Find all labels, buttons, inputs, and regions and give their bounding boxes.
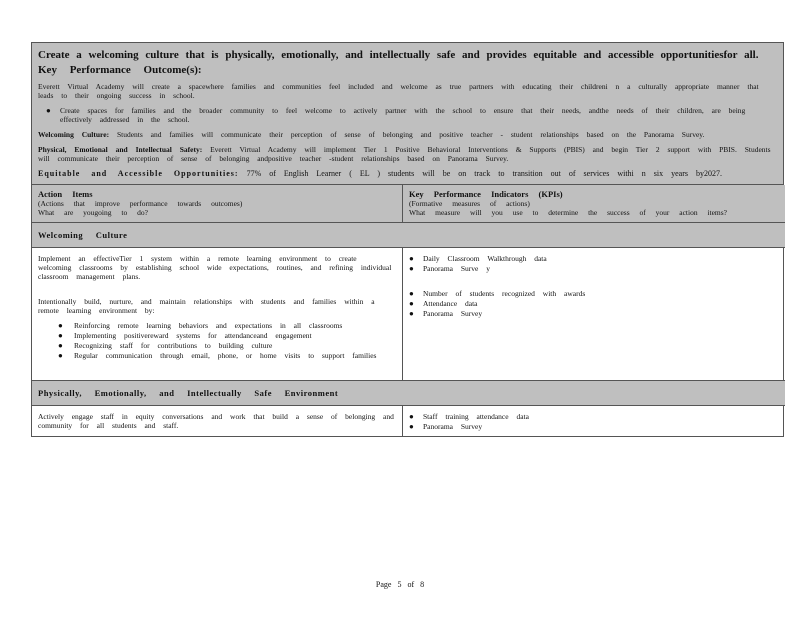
kpi-item xyxy=(409,289,779,298)
action-items-sub2: What are yougoing to do? xyxy=(38,208,148,217)
kpi-block xyxy=(409,289,779,318)
kpo-label: Key Performance Outcome(s): xyxy=(38,64,202,76)
section-actions-safe-environment xyxy=(32,406,403,436)
goal-title: Create a welcoming culture that is physically, emotionally, and intellectually safe and provides equitable and accessible opportunitiesfor all. xyxy=(38,49,759,61)
kpi-sub1: (Formative measures of actions) xyxy=(409,199,530,208)
welcoming-outcome xyxy=(38,130,777,139)
bullet-dot-icon: ● xyxy=(46,106,51,115)
kpi-item xyxy=(409,264,779,273)
kpi-list xyxy=(409,254,779,273)
equitable-label: Equitable and Accessible Opportunities: xyxy=(38,169,239,178)
action-bullet-list xyxy=(58,321,396,360)
section-title-welcoming: Welcoming Culture xyxy=(32,223,785,248)
list-item xyxy=(58,331,396,340)
kpi-list xyxy=(409,412,779,431)
action-text: Implement an effectiveTier 1 system within a remote learning environment to create welcoming classrooms by establishing school wide expectations, routines, and refining individual classroom management plans. xyxy=(38,254,392,281)
kpi-item xyxy=(409,309,779,318)
bullet-dot-icon: ● xyxy=(58,331,63,340)
kpi-title: Key Performance Indicators (KPIs) xyxy=(409,189,563,199)
kpi-item-text: Panorama Survey xyxy=(423,422,483,431)
bullet-dot-icon: ● xyxy=(409,422,414,431)
bullet-dot-icon: ● xyxy=(58,341,63,350)
bullet-dot-icon: ● xyxy=(409,289,414,298)
kpi-item xyxy=(409,422,779,431)
kpi-item xyxy=(409,254,779,263)
action-text: Actively engage staff in equity conversations and work that build a sense of belonging and community for all students and staff. xyxy=(38,412,394,430)
bullet-dot-icon: ● xyxy=(409,412,414,421)
equitable-outcome xyxy=(38,169,777,179)
section-title-safe-environment: Physically, Emotionally, and Intellectually Safe Environment xyxy=(32,380,785,406)
kpi-item xyxy=(409,412,779,421)
goal-box xyxy=(31,42,784,184)
physical-label: Physical, Emotional and Intellectual Safety: xyxy=(38,145,203,154)
bullet-dot-icon: ● xyxy=(58,321,63,330)
kpi-item-text: Number of students recognized with awards xyxy=(423,289,586,298)
bullet-dot-icon: ● xyxy=(409,254,414,263)
action-items-header xyxy=(32,185,403,223)
action-items-sub1: (Actions that improve performance towards outcomes) xyxy=(38,199,243,208)
physical-outcome xyxy=(38,145,777,163)
list-item-text: Implementing positivereward systems for attendanceand engagement xyxy=(74,331,312,340)
section-kpis-safe-environment xyxy=(403,406,785,436)
equitable-text: 77% of English Learner ( EL ) students will be on track to transition out of services withi n six years by2027. xyxy=(246,169,722,178)
kpi-header xyxy=(403,185,785,223)
physical-text: Everett Virtual Academy will implement Tier 1 Positive Behavioral Interventions & Supports (PBIS) and begin Tier 2 support with PBIS. Students will communicate their perception of sense of belonging andpositive teacher -student relationships based on Panorama Survey. xyxy=(38,145,771,163)
action-items-title: Action Items xyxy=(38,189,93,199)
goal-intro: Everett Virtual Academy will create a spacewhere families and communities feel included and welcome as true partners with educating their childreni n a culturally appropriate manner that leads to their ongoing success in school. xyxy=(38,82,759,100)
welcoming-text: Students and families will communicate their perception of sense of belonging and positive teacher - student relationships based on the Panorama Survey. xyxy=(116,130,705,139)
kpi-block xyxy=(409,254,779,273)
welcoming-label: Welcoming Culture: xyxy=(38,130,110,139)
kpi-item-text: Panorama Survey xyxy=(423,309,483,318)
goal-bullet xyxy=(46,106,777,124)
kpi-item xyxy=(409,299,779,308)
bullet-dot-icon: ● xyxy=(409,309,414,318)
action-table xyxy=(31,184,784,437)
action-block xyxy=(38,254,396,281)
page-number: Page 5 of 8 xyxy=(375,580,425,589)
list-item-text: Recognizing staff for contributions to building culture xyxy=(74,341,273,350)
kpi-item-text: Daily Classroom Walkthrough data xyxy=(423,254,547,263)
kpi-list xyxy=(409,289,779,318)
kpi-item-text: Staff training attendance data xyxy=(423,412,529,421)
bullet-dot-icon: ● xyxy=(58,351,63,360)
kpi-sub2: What measure will you use to determine the success of your action items? xyxy=(409,208,728,217)
bullet-dot-icon: ● xyxy=(409,299,414,308)
action-block xyxy=(38,297,396,360)
section-kpis-welcoming xyxy=(403,248,785,380)
list-item xyxy=(58,321,396,330)
document-page xyxy=(31,42,784,437)
list-item-text: Reinforcing remote learning behaviors and expectations in all classrooms xyxy=(74,321,343,330)
bullet-dot-icon: ● xyxy=(409,264,414,273)
list-item-text: Regular communication through email, phone, or home visits to support families xyxy=(74,351,377,360)
kpi-item-text: Panorama Surve y xyxy=(423,264,490,273)
action-text: Intentionally build, nurture, and maintain relationships with students and families within a remote learning environment by: xyxy=(38,297,375,315)
list-item xyxy=(58,351,396,360)
section-actions-welcoming xyxy=(32,248,403,380)
list-item xyxy=(58,341,396,350)
kpi-item-text: Attendance data xyxy=(423,299,478,308)
goal-bullet-text: Create spaces for families and the broader community to feel welcome to actively partner with the school to ensure that their needs, andthe needs of their children, are being effectively addressed in the school. xyxy=(60,106,746,124)
action-block xyxy=(38,412,396,430)
